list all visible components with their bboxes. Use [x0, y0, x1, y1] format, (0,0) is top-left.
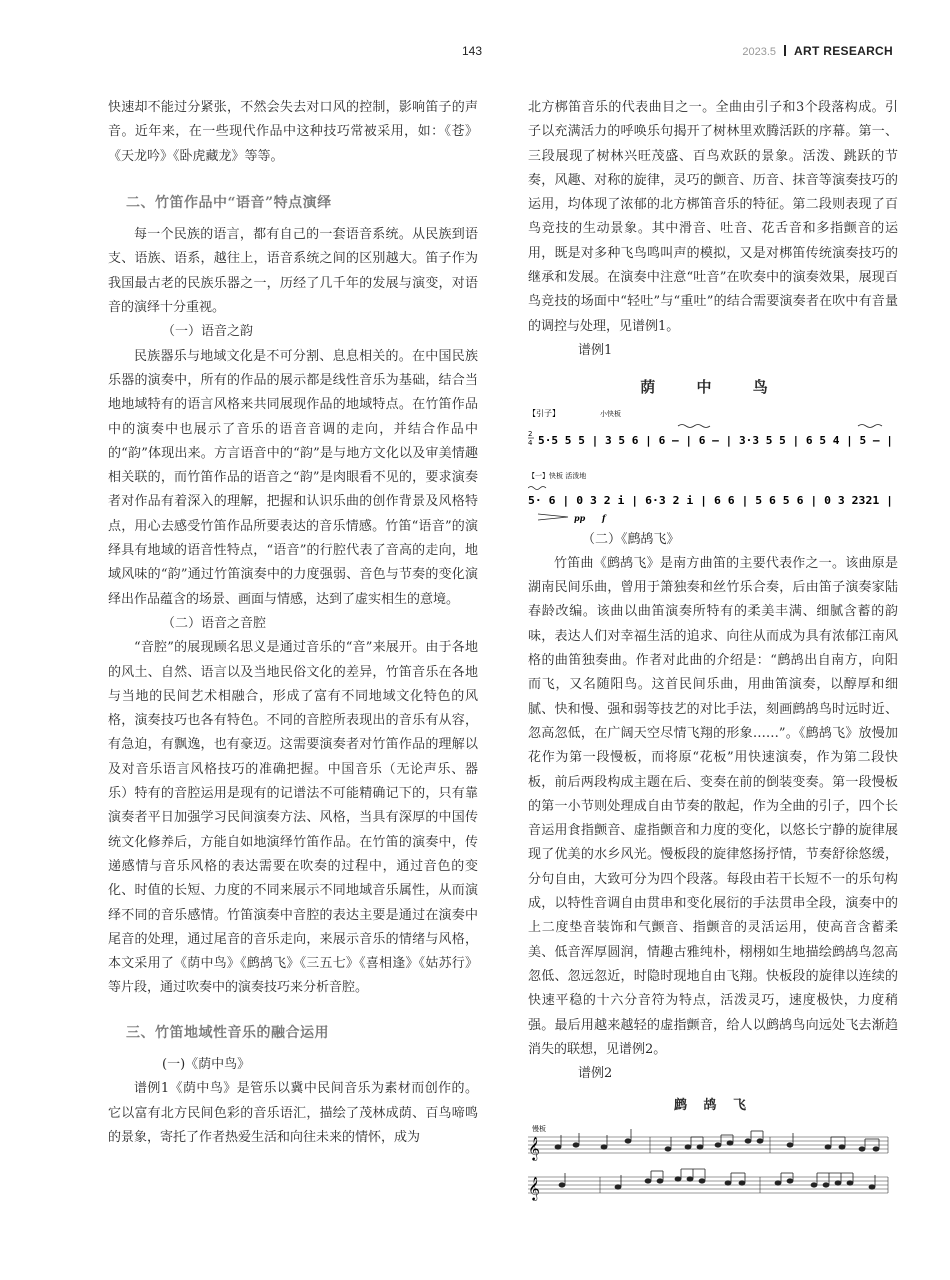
running-header	[742, 44, 893, 58]
score-section-intro: 【引子】	[528, 408, 560, 418]
staff-lines-1	[528, 1137, 888, 1153]
right-column	[528, 96, 898, 1203]
subsection-heading: （二）语音之音腔	[162, 615, 267, 631]
score-tempo-intro: 小快板	[600, 409, 621, 418]
notes	[555, 1129, 879, 1189]
journal-year: 2023.5	[742, 46, 777, 58]
score-line-1: 5·5 5 5 | 3 5 6 | 6 – | 6 – | 3·3 5 5 | 6 5 4 | 5 – |	[538, 434, 893, 447]
dynamic-pp: pp	[574, 512, 586, 523]
paragraph: “音腔”的展现顾名思义是通过音乐的“音”来展开。由于各地的风土、自然、语言以及当地民俗文化的差异，竹笛音乐在各地与当地的民间艺术相融合，形成了富有不同地域文化特色的风格，演奏技巧也各有特色。不同的音腔所表现出的音乐有从容，有急迫，有飘逸，也有豪迈。这需要演奏者对竹笛作品的理解以及对音乐语言风格技巧的准确把握。中国音乐（无论声乐、器乐）特有的音腔运用是现有的记谱法不可能精确记下的，只有靠演奏者平日加强学习民间演奏方法、风格，当具有深厚的中国传统文化修养后，方能自如地演绎竹笛作品。在竹笛的演奏中，传递感情与音乐风格的表达需要在吹奏的过程中，通过音色的变化、时值的长短、力度的不同来展示不同地域音乐属性，从而演绎不同的音乐感情。竹笛演奏中音腔的表达主要是通过在演奏中尾音的处理，通过尾音的音乐走向，来展示音乐的情绪与风格，本文采用了《荫中鸟》《鹧鸪飞》《三五七》《喜相逢》《姑苏行》等片段，通过吹奏中的演奏技巧来分析音腔。	[108, 640, 478, 996]
journal-name: ART RESEARCH	[794, 44, 893, 58]
paragraph: 竹笛曲《鹧鸪飞》是南方曲笛的主要代表作之一。该曲原是湖南民间乐曲，曾用于箫独奏和丝竹乐合奏，后由笛子演奏家陆春龄改编。该曲以曲笛演奏所特有的柔美丰满、细腻含蓄的韵味，表达人们对幸福生活的追求、向往从而成为具有浓郁江南风格的曲笛独奏曲。作者对此曲的介绍是：“鹧鸪出自南方，向阳而飞，又名随阳鸟。这首民间乐曲，用曲笛演奏，以醇厚和细腻、快和慢、强和弱等技艺的对比手法，刻画鹧鸪鸟时远时近、忽高忽低，在广阔天空尽情飞翔的形象……”。《鹧鸪飞》放慢加花作为第一段慢板，而将原“花板”用快速演奏，作为第二段快板，前后两段构成主题在后、变奏在前的倒装变奏。第一段慢板的第一小节则处理成自由节奏的散起，作为全曲的引子，四个长音运用食指颤音、虚指颤音和力度的变化，以悠长宁静的旋律展现了优美的水乡风光。慢板段的旋律悠扬抒情，节奏舒徐悠缓，分句自由，大致可分为四个段落。每段由若干长短不一的乐句构成，以特性音调自由贯串和变化展衍的手法贯串全段，演奏中的上二度垫音装饰和气颤音、指颤音的灵活运用，使高音含蓄柔美、低音浑厚圆润，情趣古雅纯朴，栩栩如生地描绘鹧鸪鸟忽高忽低、忽远忽近，时隐时现地自由飞翔。快板段的旋律以连续的快速平稳的十六分音符为特点，活泼灵巧，速度极快，力度稍强。最后用越来越轻的虚指颤音，给人以鹧鸪鸟向远处飞去渐趋消失的联想，见谱例2。	[528, 555, 898, 1057]
time-signature-top: 2	[528, 429, 533, 438]
trill-mark	[678, 424, 710, 427]
paragraph: 谱例1《荫中鸟》是管乐以冀中民间音乐为素材而创作的。它以富有北方民间色彩的音乐语汇，描绘了茂林成荫、百鸟啼鸣的景象，寄托了作者热爱生活和向往未来的情怀，成为	[108, 1081, 478, 1145]
left-column	[108, 96, 478, 1150]
subsection-heading: （一）语音之韵	[162, 324, 254, 340]
subsection-heading: （二）《鹧鸪飞》	[582, 531, 680, 547]
header-divider	[784, 45, 786, 56]
score-title: 鹧 鸪 飞	[673, 1098, 753, 1114]
example-label: 谱例2	[578, 1066, 613, 1082]
section-heading: 三、竹笛地域性音乐的融合运用	[126, 1024, 329, 1041]
decrescendo-mark	[538, 514, 568, 520]
example-label: 谱例1	[578, 342, 613, 358]
trill-mark	[858, 424, 882, 427]
subsection-heading: (一)《荫中鸟》	[162, 1056, 251, 1072]
svg-text:𝄞: 𝄞	[528, 1135, 540, 1160]
paragraph: 每一个民族的语言，都有自己的一套语音系统。从民族到语支、语族、语系，越往上，语音系统之间的区别越大。笛子作为我国最古老的民族乐器之一，历经了几千年的发展与演变，对语音的演绎十分重视。	[108, 227, 478, 316]
dynamic-f: f	[602, 512, 606, 523]
time-signature-bottom: 4	[528, 438, 533, 447]
score-title: 荫 中 鸟	[640, 378, 786, 397]
paragraph: 快速却不能过分紧张，不然会失去对口风的控制，影响笛子的声音。近年来，在一些现代作品中这种技巧常被采用，如：《苍》《天龙吟》《卧虎藏龙》等等。	[108, 100, 478, 164]
paragraph: 民族器乐与地域文化是不可分割、息息相关的。在中国民族乐器的演奏中，所有的作品的展示都是线性音乐为基础，结合当地地域特有的语言风格来共同展现作品的地域特点。在竹笛作品中的演奏中也展示了音乐的语音音调的走向，并结合作品中的“韵”体现出来。方言语音中的“韵”是与地方文化以及审美情趣相关联的，而竹笛作品的语音之“韵”是肉眼看不见的，要求演奏者对作品有着深入的理解，把握和认识乐曲的创作背景及风格特点，用心去感受竹笛作品所要表达的音乐情感。竹笛“语音”的演绎具有地域的语音性特点，“语音”的行腔代表了音高的走向，地域风味的“韵”通过竹笛演奏中的力度强弱、音色与节奏的变化演绎出作品蕴含的场景、画面与情感，达到了虚实相生的意境。	[108, 348, 478, 607]
jianpu-score-1	[528, 404, 898, 524]
trill-mark	[528, 486, 546, 489]
staff-lines-2	[528, 1177, 888, 1193]
score-section-one: 【一】快板 活泼地	[528, 471, 587, 480]
page-number: 143	[462, 44, 483, 58]
treble-clef-icon	[528, 1136, 540, 1201]
score-tempo: 慢板	[532, 1124, 546, 1133]
score-line-2: 5· 6 | 0 3 2 i | 6·3 2 i | 6 6 | 5 6 5 6 | 0 3 2321 |	[528, 494, 893, 507]
staff-score-2	[528, 1123, 898, 1203]
paragraph: 北方梆笛音乐的代表曲目之一。全曲由引子和3个段落构成。引子以充满活力的呼唤乐句揭开了树林里欢腾活跃的序幕。第一、三段展现了树林兴旺茂盛、百鸟欢跃的景象。活泼、跳跃的节奏，风趣、对称的旋律，灵巧的颤音、历音、抹音等演奏技巧的运用，均体现了浓郁的北方梆笛音乐的特征。第二段则表现了百鸟竞技的生动景象。其中滑音、吐音、花舌音和多指颤音的运用，既是对多种飞鸟鸣叫声的模拟，又是对梆笛传统演奏技巧的继承和发展。在演奏中注意“吐音”在吹奏中的演奏效果，展现百鸟竞技的场面中“轻吐”与“重吐”的结合需要演奏者在吹中有音量的调控与处理，见谱例1。	[528, 100, 898, 334]
svg-text:𝄞: 𝄞	[528, 1175, 540, 1200]
section-heading: 二、竹笛作品中“语音”特点演绎	[126, 194, 332, 211]
